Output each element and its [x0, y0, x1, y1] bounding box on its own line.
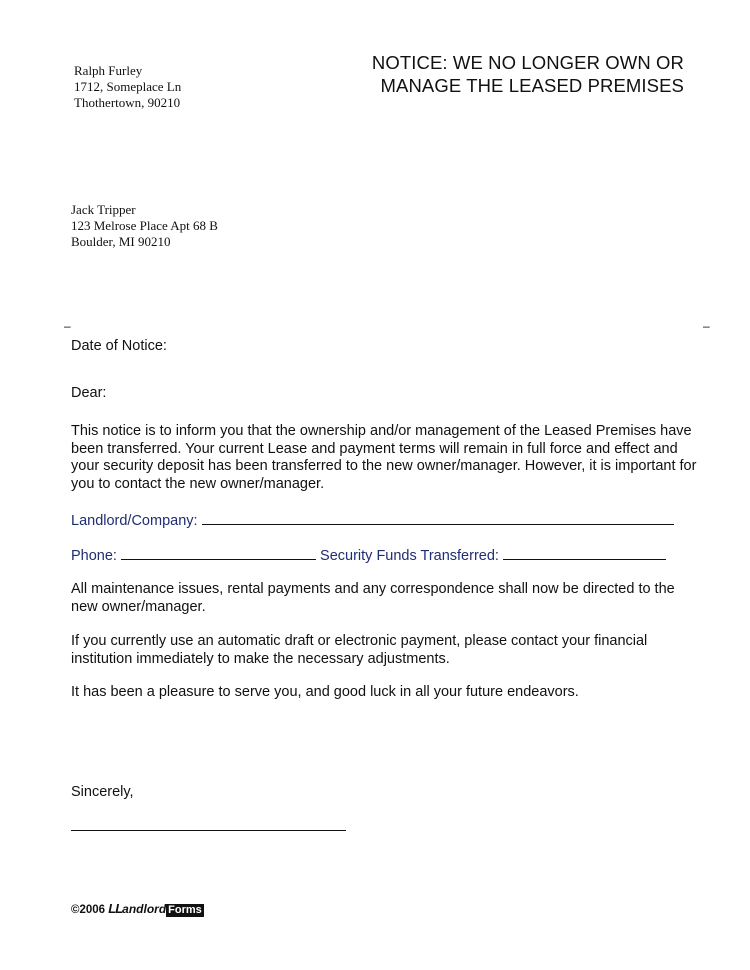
sender-street: 1712, Someplace Ln: [74, 79, 182, 94]
security-funds-blank[interactable]: [503, 545, 666, 560]
closing-paragraph: It has been a pleasure to serve you, and good luck in all your future endeavors.: [71, 684, 579, 700]
landlord-company-blank[interactable]: [202, 510, 674, 525]
sender-city: Thothertown, 90210: [74, 95, 181, 110]
phone-blank[interactable]: [121, 545, 316, 560]
security-funds-label: Security Funds Transferred:: [320, 548, 499, 564]
recipient-name: Jack Tripper: [71, 202, 136, 217]
sender-name: Ralph Furley: [74, 63, 143, 78]
notice-title: [304, 51, 684, 97]
copyright-text: ©2006: [71, 904, 106, 916]
landlord-company-field: [71, 510, 674, 530]
maintenance-paragraph: All maintenance issues, rental payments and any correspondence shall now be directed to the new owner/manager.: [71, 581, 675, 615]
recipient-address: [71, 202, 218, 250]
phone-security-row: [71, 545, 666, 565]
signoff: Sincerely,: [71, 784, 134, 800]
signature-line[interactable]: [71, 830, 346, 831]
intro-paragraph: This notice is to inform you that the ownership and/or management of the Leased Premises have been transferred. Your current Lease and payment terms will remain in full force and effect and your security deposit has been transferred to the new owner/manager. However, it is important for you to contact the new owner/manager.: [71, 423, 697, 492]
fold-mark-right: –: [703, 319, 710, 333]
footer-copyright: [71, 901, 204, 917]
notice-title-line-1: NOTICE: WE NO LONGER OWN OR: [371, 52, 684, 73]
phone-label: Phone:: [71, 548, 117, 564]
recipient-city: Boulder, MI 90210: [71, 234, 171, 249]
landlord-forms-logo-text: andlord: [122, 902, 167, 916]
salutation: Dear:: [71, 385, 107, 401]
landlord-forms-logo-box: Forms: [168, 904, 202, 916]
payment-paragraph: If you currently use an automatic draft or electronic payment, please contact your financial institution immediately to make the necessary adjustments.: [71, 633, 648, 667]
date-of-notice-label: Date of Notice:: [71, 338, 167, 354]
landlord-forms-logo-mark: LL: [108, 901, 123, 916]
notice-title-line-2: MANAGE THE LEASED PREMISES: [380, 75, 684, 96]
sender-address: [74, 63, 181, 111]
recipient-street: 123 Melrose Place Apt 68 B: [71, 218, 218, 233]
landlord-company-label: Landlord/Company:: [71, 513, 198, 529]
fold-mark-left: –: [64, 319, 71, 333]
